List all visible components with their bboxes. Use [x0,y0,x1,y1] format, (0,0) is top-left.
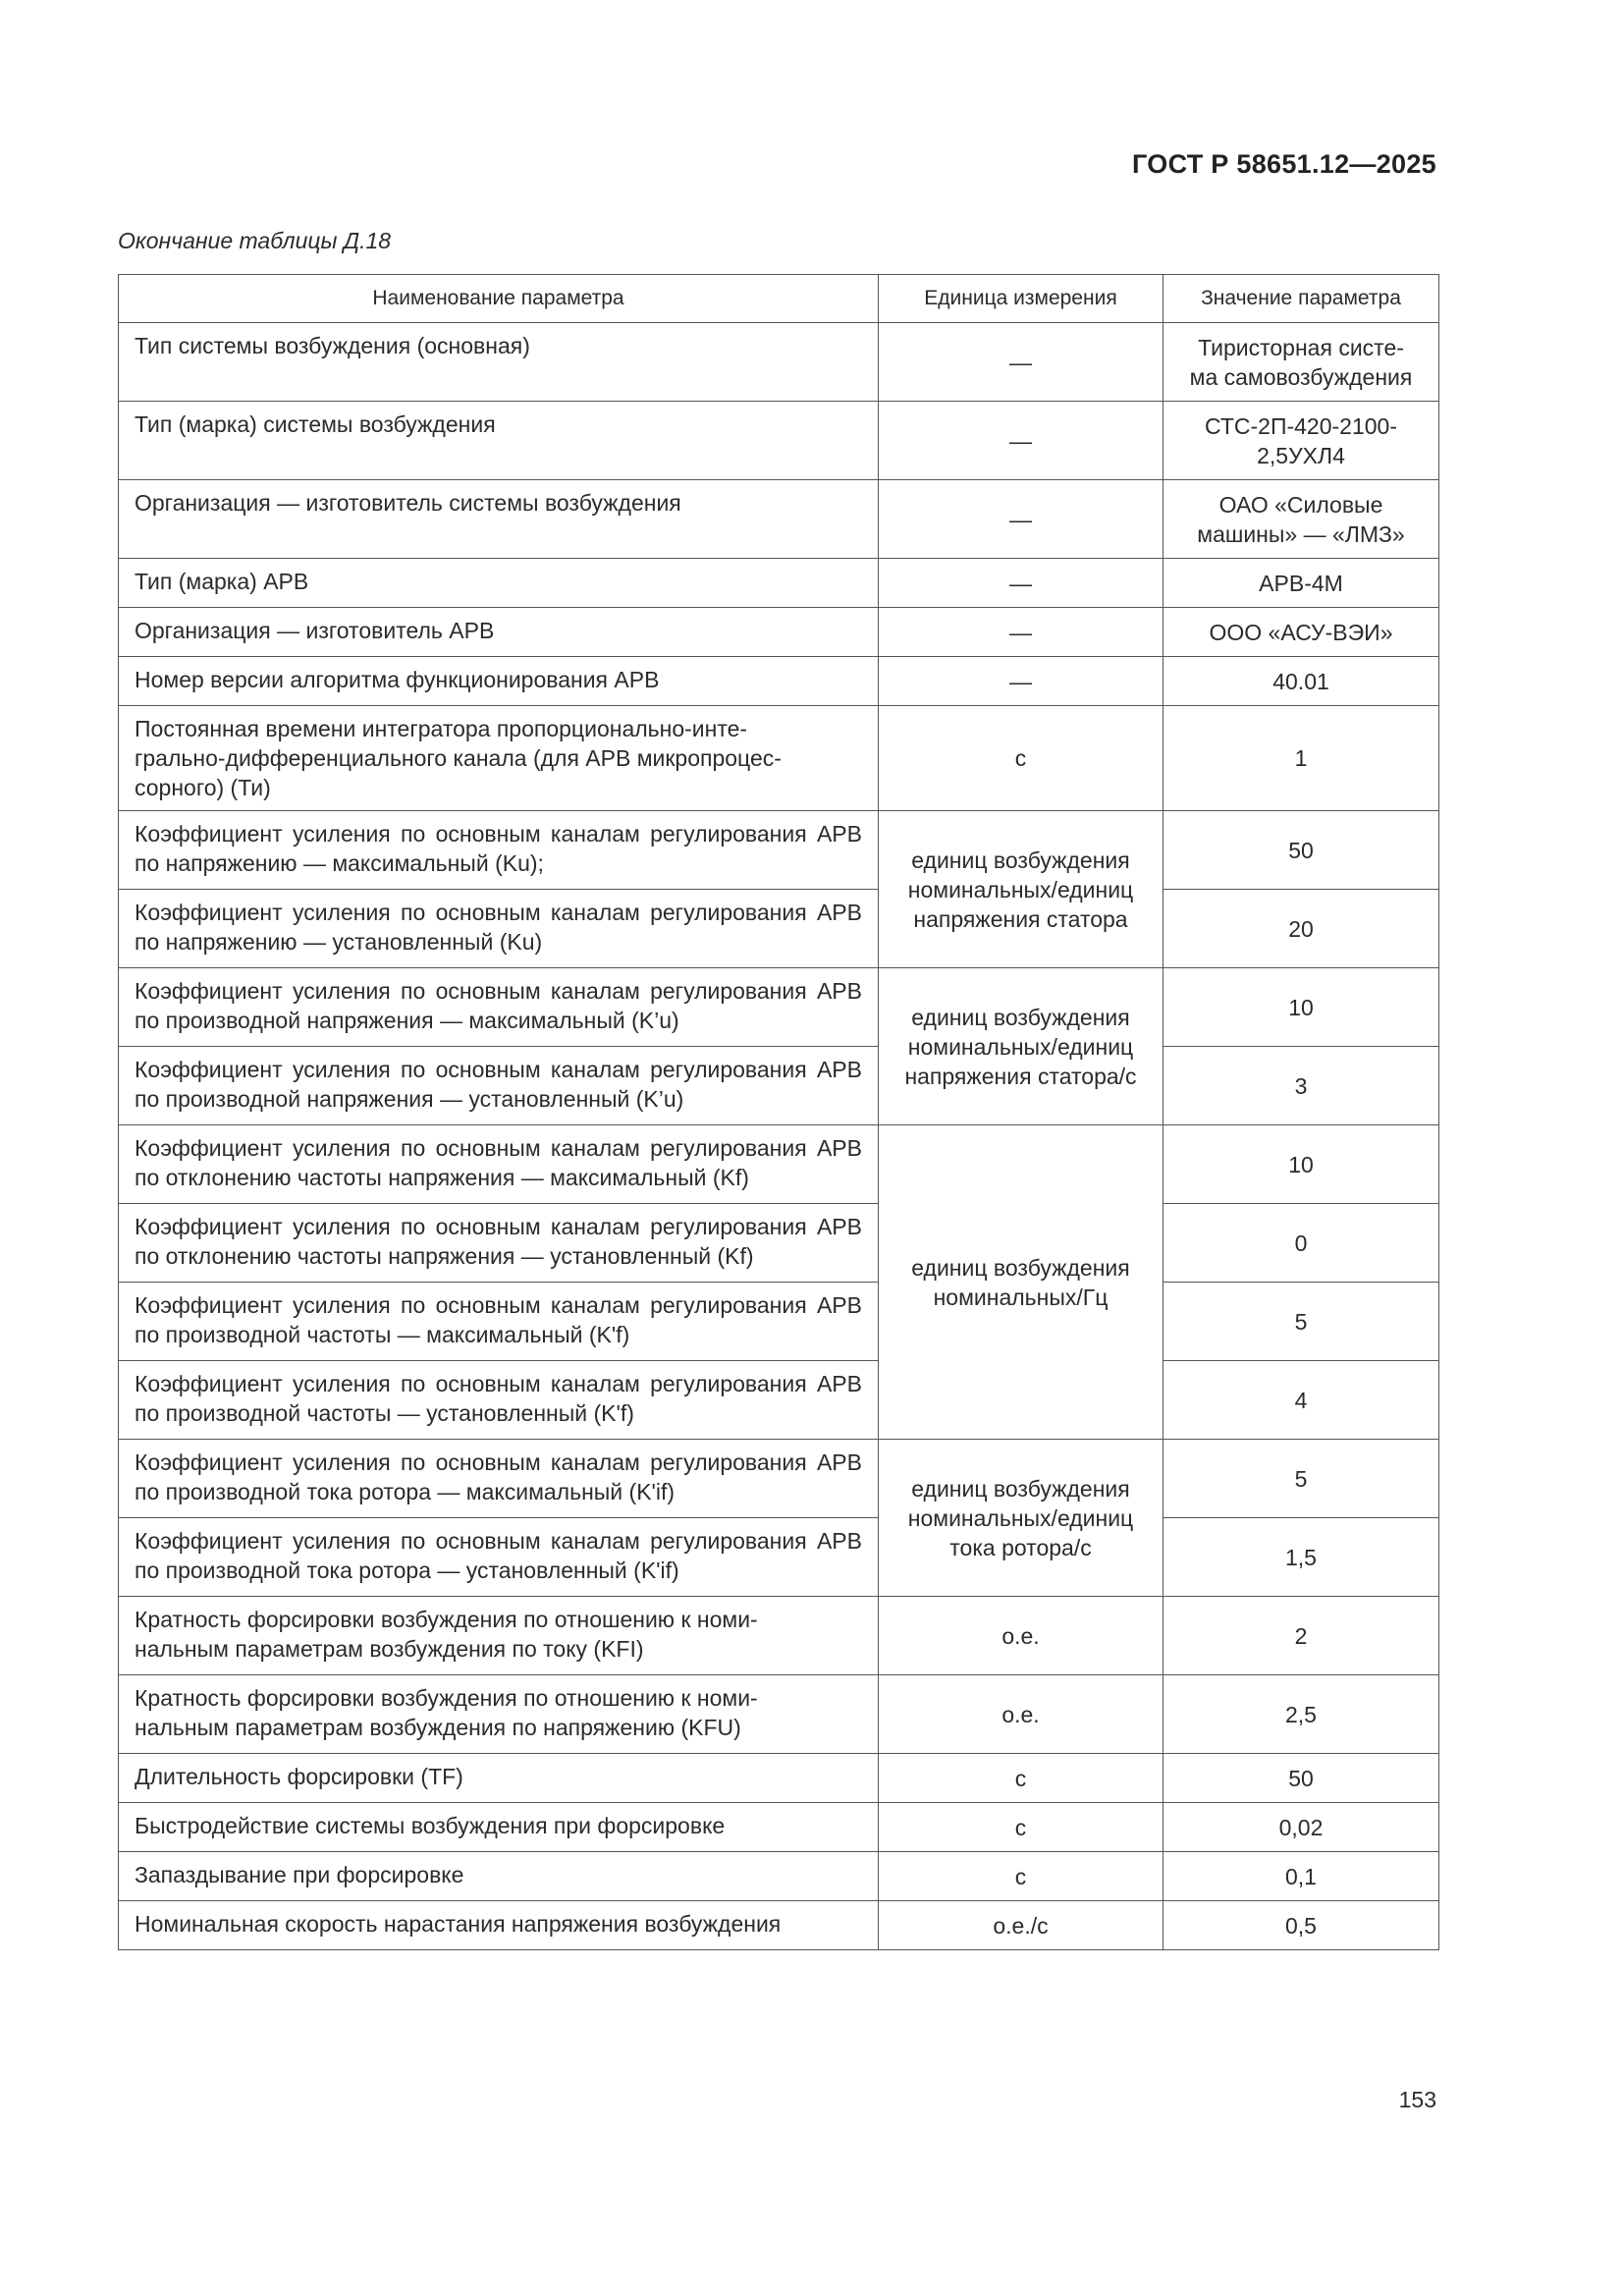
value-cell: 1 [1163,706,1439,811]
unit-cell: — [879,559,1163,608]
table-row [119,402,1439,480]
parameter-name-cell: Коэффициент усиления по основным каналам регулирования АРВ по производной частоты — установленный (K'f) [119,1361,879,1440]
parameter-name-cell: Длительность форсировки (TF) [119,1754,879,1803]
table-row [119,1675,1439,1754]
parameter-name-cell: Номинальная скорость нарастания напряжения возбуждения [119,1901,879,1950]
unit-cell: о.е. [879,1597,1163,1675]
table-row [119,1754,1439,1803]
table-row [119,811,1439,890]
table-row [119,608,1439,657]
table-row [119,1283,1439,1361]
table-header-row [119,275,1439,323]
value-cell: 10 [1163,968,1439,1047]
value-cell: 5 [1163,1283,1439,1361]
parameter-name-cell: Запаздывание при форсировке [119,1852,879,1901]
parameter-name-cell: Коэффициент усиления по основным каналам регулирования АРВ по напряжению — установленный (Ku) [119,890,879,968]
value-cell: ОАО «Силовые машины» — «ЛМЗ» [1163,480,1439,559]
parameter-name-cell: Тип (марка) АРВ [119,559,879,608]
table-row [119,1440,1439,1518]
parameter-name-cell: Кратность форсировки возбуждения по отношению к номи- нальным параметрам возбуждения по току (KFI) [119,1597,879,1675]
value-cell: ООО «АСУ-ВЭИ» [1163,608,1439,657]
value-cell: 0 [1163,1204,1439,1283]
merged-unit-cell: единиц возбуждения номинальных/единиц напряжения статора/с [879,968,1163,1125]
table-row [119,1518,1439,1597]
table-row [119,559,1439,608]
column-header-value: Значение параметра [1163,275,1439,323]
unit-cell: — [879,608,1163,657]
table-row [119,1047,1439,1125]
table-row [119,706,1439,811]
table-caption: Окончание таблицы Д.18 [118,228,392,253]
value-cell: 50 [1163,1754,1439,1803]
parameter-name-cell: Тип системы возбуждения (основная) [119,323,879,402]
merged-unit-cell: единиц возбуждения номинальных/единиц напряжения статора [879,811,1163,968]
unit-cell: — [879,480,1163,559]
unit-cell: с [879,706,1163,811]
value-cell: 2 [1163,1597,1439,1675]
value-cell: 0,1 [1163,1852,1439,1901]
unit-cell: — [879,402,1163,480]
table-row [119,1852,1439,1901]
value-cell: 5 [1163,1440,1439,1518]
value-cell: 3 [1163,1047,1439,1125]
parameter-name-cell: Коэффициент усиления по основным каналам регулирования АРВ по производной тока ротора — установленный (K'if) [119,1518,879,1597]
value-cell: АРВ-4М [1163,559,1439,608]
standard-number: ГОСТ Р 58651.12—2025 [1132,149,1436,179]
unit-cell: о.е./с [879,1901,1163,1950]
unit-cell: о.е. [879,1675,1163,1754]
parameter-name-cell: Коэффициент усиления по основным каналам регулирования АРВ по отклонению частоты напряжения — максимальный (Kf) [119,1125,879,1204]
table-row [119,480,1439,559]
unit-cell: с [879,1852,1163,1901]
value-cell: 4 [1163,1361,1439,1440]
parameter-name-cell: Коэффициент усиления по основным каналам регулирования АРВ по производной тока ротора — максимальный (K'if) [119,1440,879,1518]
parameter-name-cell: Тип (марка) системы возбуждения [119,402,879,480]
value-cell: СТС-2П-420-2100- 2,5УХЛ4 [1163,402,1439,480]
parameter-name-cell: Коэффициент усиления по основным каналам регулирования АРВ по отклонению частоты напряжения — установленный (Kf) [119,1204,879,1283]
unit-cell: с [879,1803,1163,1852]
column-header-unit: Единица измерения [879,275,1163,323]
column-header-name: Наименование параметра [119,275,879,323]
value-cell: 0,02 [1163,1803,1439,1852]
table-row [119,890,1439,968]
unit-cell: — [879,323,1163,402]
value-cell: 2,5 [1163,1675,1439,1754]
parameter-name-cell: Коэффициент усиления по основным каналам регулирования АРВ по напряжению — максимальный (Ku); [119,811,879,890]
parameters-table [118,274,1439,1950]
parameter-name-cell: Коэффициент усиления по основным каналам регулирования АРВ по производной частоты — максимальный (K'f) [119,1283,879,1361]
value-cell: 20 [1163,890,1439,968]
parameter-name-cell: Постоянная времени интегратора пропорционально-инте- грально-дифференциального канала (для АРВ микропроцес- сорного) (Ти) [119,706,879,811]
table-row [119,657,1439,706]
value-cell: Тиристорная систе- ма самовозбуждения [1163,323,1439,402]
table-row [119,1803,1439,1852]
table-row [119,968,1439,1047]
table-row [119,1901,1439,1950]
parameter-name-cell: Организация — изготовитель системы возбуждения [119,480,879,559]
value-cell: 50 [1163,811,1439,890]
unit-cell: — [879,657,1163,706]
merged-unit-cell: единиц возбуждения номинальных/Гц [879,1125,1163,1440]
parameter-name-cell: Номер версии алгоритма функционирования АРВ [119,657,879,706]
table-row [119,1597,1439,1675]
unit-cell: с [879,1754,1163,1803]
value-cell: 40.01 [1163,657,1439,706]
value-cell: 0,5 [1163,1901,1439,1950]
page-number: 153 [1398,2087,1436,2112]
table-row [119,1125,1439,1204]
value-cell: 1,5 [1163,1518,1439,1597]
value-cell: 10 [1163,1125,1439,1204]
table-row [119,1361,1439,1440]
parameter-name-cell: Кратность форсировки возбуждения по отношению к номи- нальным параметрам возбуждения по напряжению (KFU) [119,1675,879,1754]
parameter-name-cell: Организация — изготовитель АРВ [119,608,879,657]
table-body [119,323,1439,1950]
table-row [119,1204,1439,1283]
parameter-name-cell: Коэффициент усиления по основным каналам регулирования АРВ по производной напряжения — максимальный (K’u) [119,968,879,1047]
parameter-name-cell: Быстродействие системы возбуждения при форсировке [119,1803,879,1852]
merged-unit-cell: единиц возбуждения номинальных/единиц тока ротора/с [879,1440,1163,1597]
table-row [119,323,1439,402]
parameter-name-cell: Коэффициент усиления по основным каналам регулирования АРВ по производной напряжения — установленный (K’u) [119,1047,879,1125]
